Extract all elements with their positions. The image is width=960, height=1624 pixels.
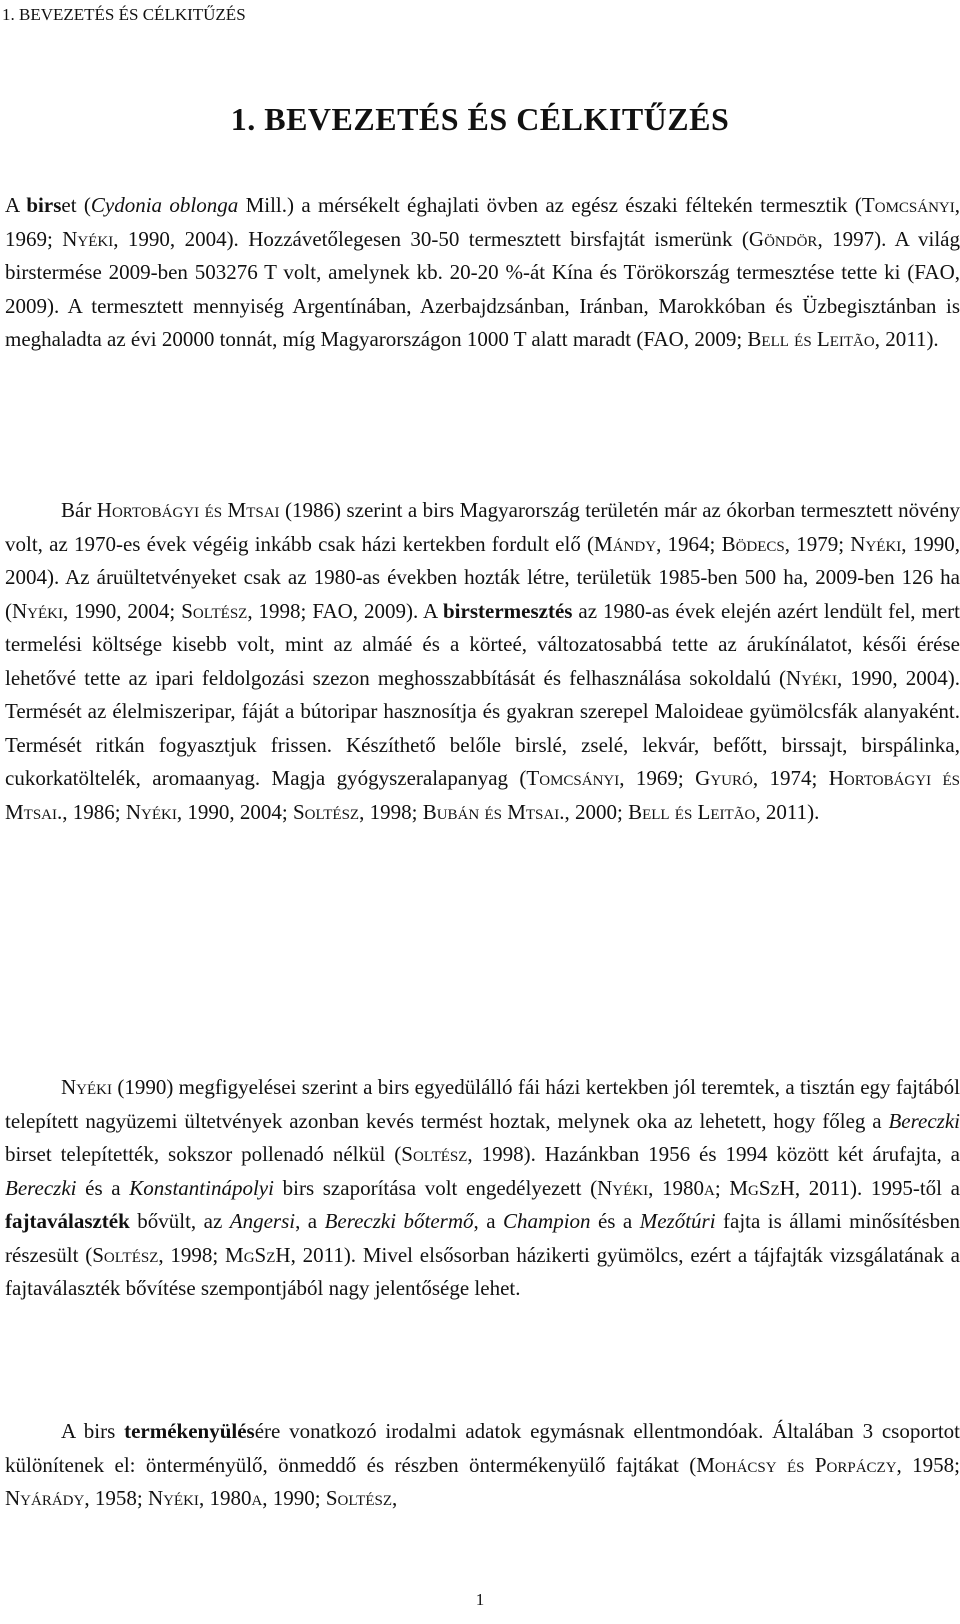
bold-term: fajtaválaszték bbox=[5, 1209, 130, 1233]
citation-author: Hortobágyi és Mtsai bbox=[96, 498, 280, 522]
text-run: , 1998; FAO, 2009). A bbox=[247, 598, 443, 623]
text-run: , 1986; bbox=[62, 799, 126, 824]
text-run: , 1964; bbox=[656, 531, 722, 556]
citation-author: Soltész bbox=[92, 1242, 159, 1267]
citation-author: Bell és Leitão bbox=[747, 327, 875, 351]
paragraph-3 bbox=[5, 1071, 960, 1306]
text-run: birs szaporítása volt engedélyezett ( bbox=[273, 1175, 598, 1200]
text-run: ére vonatkozó irodalmi adatok egymásnak ellentmondóak. Általában 3 csoportot különítenek el: önterményülő, önmeddő és részben öntermékenyülő fajtákat ( bbox=[5, 1419, 960, 1477]
citation-author: Soltész bbox=[325, 1486, 393, 1510]
text-run: , 1990, 2004). Hozzávetőlegesen 30-50 termesztett birsfajtát ismerünk ( bbox=[113, 226, 749, 251]
citation-author: Soltész bbox=[181, 598, 248, 623]
citation-author: Bell és Leitão bbox=[628, 799, 756, 824]
text-run: , 2011). bbox=[874, 327, 939, 351]
text-run: Bár bbox=[61, 498, 97, 522]
text-run: A bbox=[5, 193, 27, 217]
text-run: , 1980 bbox=[648, 1175, 704, 1200]
text-run: , 1974; bbox=[752, 766, 829, 790]
text-run: et ( bbox=[61, 193, 91, 217]
bold-term: termékenyülés bbox=[124, 1419, 255, 1443]
text-run: , a bbox=[473, 1209, 504, 1233]
text-run: , 1998). Hazánkban 1956 és 1994 között két árufajta, a bbox=[467, 1142, 960, 1166]
text-run: , bbox=[392, 1486, 398, 1510]
citation-author: Nyéki bbox=[12, 598, 63, 623]
citation-author: a bbox=[704, 1175, 715, 1200]
citation-author: Soltész bbox=[292, 799, 360, 824]
citation-author: Nyéki bbox=[125, 799, 177, 824]
text-run: , 1979; bbox=[784, 531, 851, 556]
paragraph-4 bbox=[5, 1415, 960, 1516]
citation-author: Nyéki bbox=[597, 1175, 649, 1200]
text-run: , 1990; bbox=[262, 1486, 326, 1510]
citation-author: a bbox=[251, 1486, 263, 1510]
text-run: , 2011). Mivel elsősorban házikerti gyümölcs, ezért a tájfajták vizsgálatának a fajtaválaszték bővítése szempontjából nagy jelentősége lehet. bbox=[5, 1242, 960, 1300]
citation-author: Tomcsányi bbox=[861, 193, 955, 217]
text-run: (1986) szerint a birs Magyarország területén már az ókorban termesztett növény volt, az 1970-es évek végéig inkább csak házi kertekben fordult elő ( bbox=[5, 498, 960, 556]
text-run: Mill.) a mérsékelt éghajlati övben az egész északi féltekén termesztik ( bbox=[238, 193, 862, 217]
italic-term: Champion bbox=[503, 1209, 591, 1233]
text-run: bővült, az bbox=[129, 1209, 230, 1233]
citation-author: Mohácsy és Porpáczy bbox=[696, 1452, 897, 1477]
citation-author: Gyuró bbox=[695, 766, 753, 790]
text-run: , 2011). bbox=[755, 799, 820, 824]
citation-author: Bubán és Mtsai. bbox=[422, 799, 565, 824]
text-run: fajta is állami minősítésben részesült ( bbox=[5, 1209, 960, 1267]
italic-term: Bereczki bőtermő bbox=[324, 1209, 474, 1233]
text-run: , 1990, 2004; bbox=[176, 799, 293, 824]
text-run: , a bbox=[295, 1209, 325, 1233]
text-run: , 1997). A világ birstermése 2009-ben 503276 T volt, amelynek kb. 20-20 %-át Kína és Törökország termesztése tette ki (FAO, 2009). A termesztett mennyiség Argentínában, Azerbajdzsánban, Iránban, Marokkóban és Üzbegisztánban is meghaladta az évi 20000 tonnát, míg Magyarországon 1000 T alatt maradt (FAO, 2009; bbox=[5, 226, 960, 351]
citation-author: Hortobágyi és Mtsai. bbox=[5, 766, 960, 824]
citation-author: Nyéki bbox=[147, 1486, 199, 1510]
citation-author: Nyéki bbox=[785, 665, 837, 690]
text-run: és a bbox=[76, 1175, 130, 1200]
citation-author: Nyéki bbox=[61, 1075, 112, 1099]
citation-author: Tomcsányi bbox=[526, 766, 620, 790]
text-run: A birs bbox=[61, 1419, 125, 1443]
text-run: birset telepítették, sokszor pollenadó nélkül ( bbox=[5, 1142, 402, 1166]
text-run: , 1958; bbox=[896, 1452, 960, 1477]
chapter-title: 1. BEVEZETÉS ÉS CÉLKITŰZÉS bbox=[230, 101, 730, 138]
text-run: , 2000; bbox=[564, 799, 629, 824]
text-run: , 2011). 1995-től a bbox=[794, 1175, 960, 1200]
citation-author: MgSzH bbox=[729, 1175, 795, 1200]
citation-author: Nyéki bbox=[850, 531, 902, 556]
citation-author: Göndör bbox=[748, 226, 818, 251]
citation-author: MgSzH bbox=[225, 1242, 291, 1267]
italic-term: Angersi bbox=[229, 1209, 296, 1233]
text-run: , 1998; bbox=[158, 1242, 226, 1267]
italic-term: Bereczki bbox=[5, 1175, 77, 1200]
text-run: , 1990, 2004; bbox=[63, 598, 182, 623]
citation-author: Nyéki bbox=[62, 226, 114, 251]
text-run: (1990) megfigyelései szerint a birs egyedülálló fái házi kertekben jól teremtek, a tisztán egy fajtából telepített nagyüzemi ültetvények azonban kevés termést hoztak, melynek oka az lehetett, hogy főleg a bbox=[5, 1075, 960, 1133]
italic-term: Bereczki bbox=[888, 1108, 960, 1133]
paragraph-2 bbox=[5, 494, 960, 829]
text-run: , 1998; bbox=[359, 799, 423, 824]
italic-term: Mezőtúri bbox=[639, 1209, 716, 1233]
text-run: , 1969; bbox=[619, 766, 696, 790]
text-run: , 1990, 2004). Termését az élelmiszeripar, fáját a bútoripar hasznosítja és gyakran szerepel Maloideae gyümölcsfák alanyaként. Termését ritkán fogyasztjuk frissen. Készíthető belőle birslé, zselé, lekvár, befőtt, birssajt, birspálinka, cukorkatöltelék, aromaanyag. Magja gyógyszeralapanyag ( bbox=[5, 665, 960, 790]
text-run: , 1969; bbox=[5, 193, 960, 251]
citation-author: Bödecs bbox=[721, 531, 785, 556]
italic-term: Konstantinápolyi bbox=[129, 1175, 274, 1200]
text-run: , 1980 bbox=[198, 1486, 252, 1510]
paragraph-1 bbox=[5, 189, 960, 357]
citation-author: Mándy bbox=[594, 531, 657, 556]
citation-author: Nyárády bbox=[5, 1486, 85, 1510]
running-header: 1. BEVEZETÉS ÉS CÉLKITŰZÉS bbox=[2, 5, 246, 24]
text-run: , 1958; bbox=[84, 1486, 148, 1510]
text-run: az 1980-as évek elején azért lendült fel, mert termelési költsége kisebb volt, mint az almáé és a körteé, változatosabbá tette az árukínálatot, késői érése lehetővé tette az ipari feldolgozási szezon meghosszabbítását és felhasználása sokoldalú ( bbox=[5, 598, 960, 690]
text-run: , 1990, 2004). Az áruültetvényeket csak az 1980-as években hozták létre, területük 1985-ben 500 ha, 2009-ben 126 ha ( bbox=[5, 531, 960, 623]
bold-term: birstermesztés bbox=[443, 598, 573, 623]
text-run: ; bbox=[714, 1175, 730, 1200]
citation-author: Soltész bbox=[401, 1142, 468, 1166]
page-number: 1 bbox=[475, 1590, 485, 1609]
text-run: és a bbox=[590, 1209, 640, 1233]
italic-term: Cydonia oblonga bbox=[90, 193, 239, 217]
bold-term: birs bbox=[26, 193, 62, 217]
